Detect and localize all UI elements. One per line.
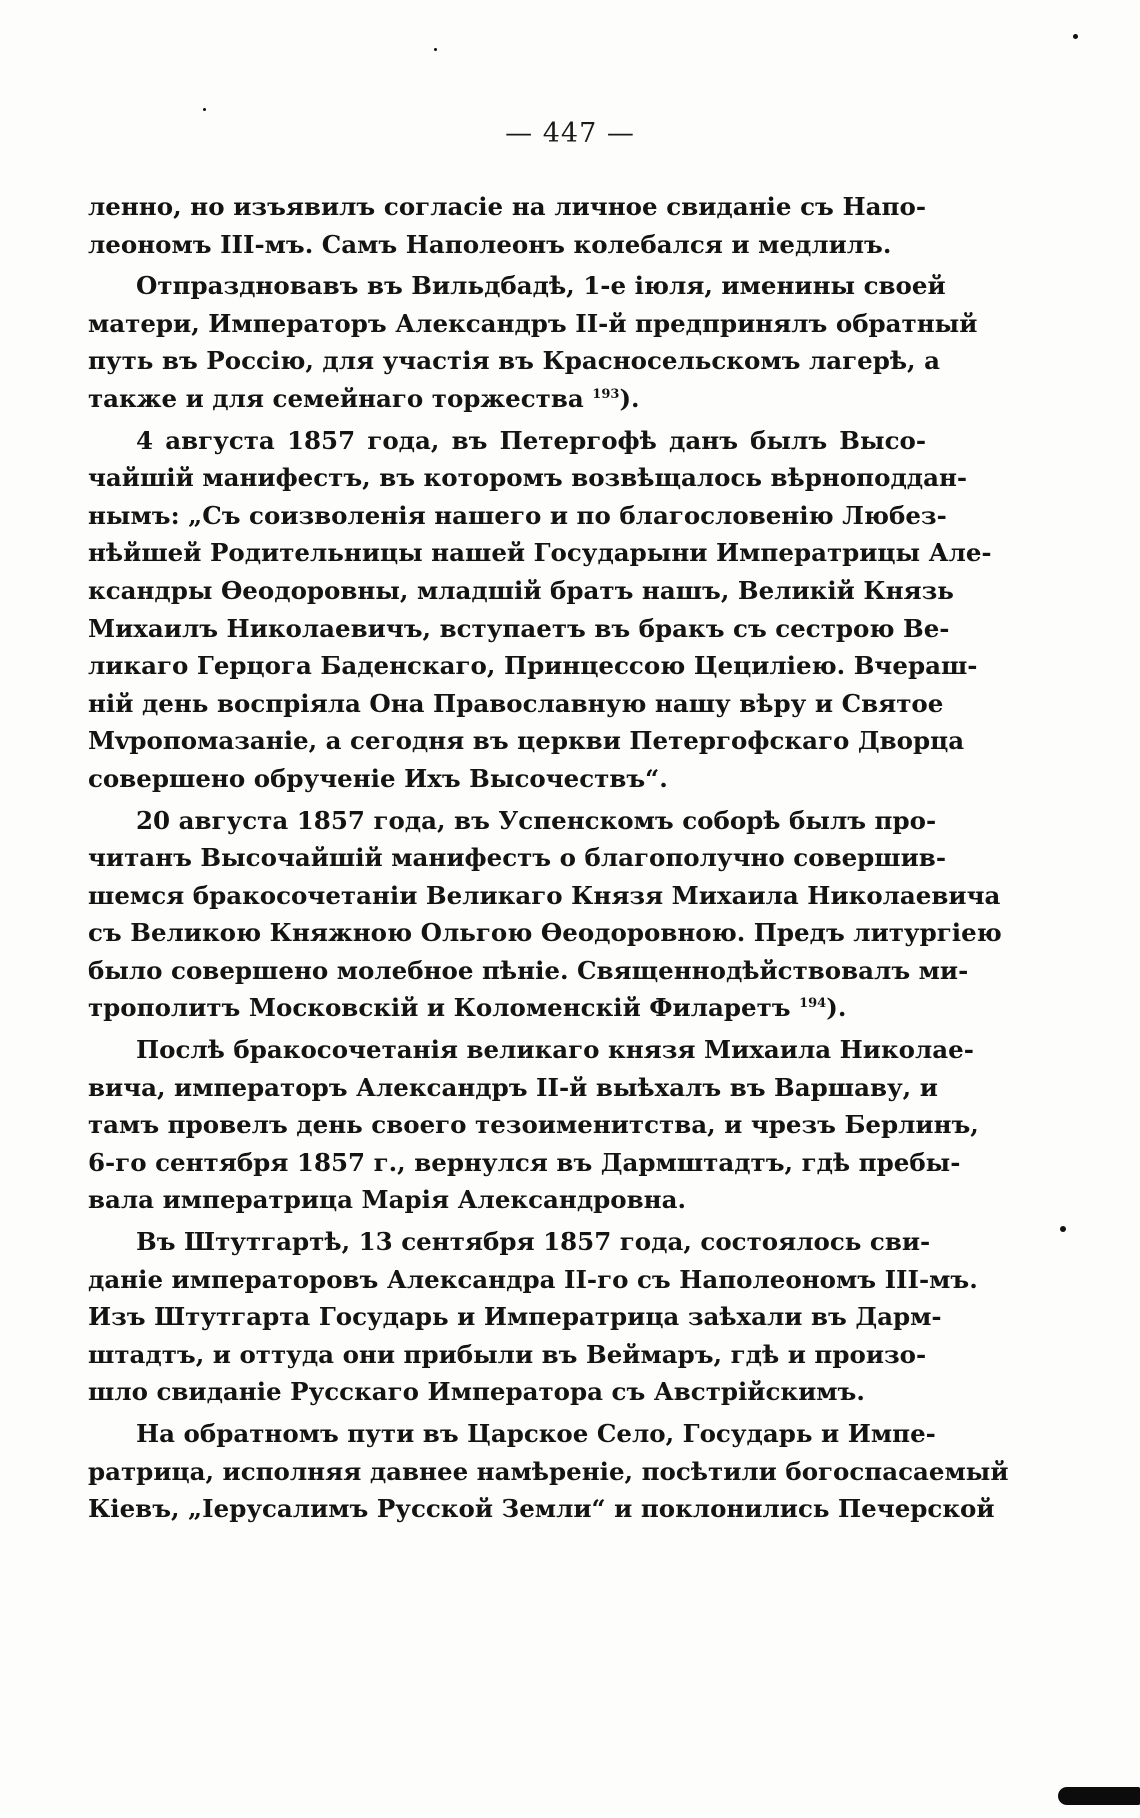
text-line: даніе императоровъ Александра II-го съ Наполеономъ III-мъ. <box>88 1264 978 1294</box>
paragraph <box>88 1223 978 1411</box>
footnote-marker: 194 <box>799 996 827 1012</box>
text-line: ленно, но изъявилъ согласіе на личное свиданіе съ Напо- <box>88 192 926 221</box>
text-line-with-footnote <box>88 380 926 418</box>
text-line: Отпраздновавъ въ Вильдбадѣ, 1-е іюля, именины своей <box>136 271 946 301</box>
text-line: Кіевъ, „Іерусалимъ Русской Земли“ и поклонились Печерской <box>88 1494 995 1524</box>
text-line: тамъ провелъ день своего тезоименитства, и чрезъ Берлинъ, <box>88 1110 979 1140</box>
text-line: ксандры Өеодоровны, младшій братъ нашъ, Великій Князь <box>88 575 954 605</box>
text-line: нѣйшей Родительницы нашей Государыни Императрицы Але- <box>88 538 992 568</box>
text-line: съ Великою Княжною Ольгою Өеодоровною. Предъ литургіею <box>88 918 1002 948</box>
text-line: было совершено молебное пѣніе. Священнодѣйствовалъ ми- <box>88 955 969 985</box>
scan-speck <box>434 48 437 51</box>
text-line: совершено обрученіе Ихъ Высочествъ“. <box>88 763 668 793</box>
text-line: На обратномъ пути въ Царское Село, Государь и Импе- <box>136 1419 936 1448</box>
scan-speck <box>1060 1226 1066 1232</box>
page-number: — 447 — <box>505 118 635 149</box>
text-line: Изъ Штутгарта Государь и Императрица заѣхали въ Дарм- <box>88 1302 942 1332</box>
text-line: ній день воспріяла Она Православную нашу вѣру и Святое <box>88 688 944 718</box>
text-line: вича, императоръ Александръ II-й выѣхалъ въ Варшаву, и <box>88 1072 938 1102</box>
scan-edge-mark <box>1058 1787 1140 1805</box>
scan-speck <box>1073 34 1078 39</box>
text-line: ликаго Герцога Баденскаго, Принцессою Цециліею. Вчераш- <box>88 651 978 681</box>
paragraph <box>88 1031 979 1219</box>
paragraph <box>88 802 1002 1028</box>
text-line: Въ Штутгартѣ, 13 сентября 1857 года, состоялось сви- <box>136 1227 931 1257</box>
text-line: 4 августа 1857 года, въ Петергофѣ данъ былъ Высо- <box>136 425 926 455</box>
text-line: шло свиданіе Русскаго Императора съ Австрійскимъ. <box>88 1377 865 1407</box>
paragraph <box>88 422 992 798</box>
text-line: шемся бракосочетаніи Великаго Князя Михаила Николаевича <box>88 880 1001 910</box>
footnote-closing: ). <box>826 993 847 1023</box>
footnote-closing: ). <box>619 383 640 413</box>
text-line: 20 августа 1857 года, въ Успенскомъ соборѣ былъ про- <box>136 805 937 835</box>
text-line: ратрица, исполняя давнее намѣреніе, посѣтили богоспасаемый <box>88 1456 1009 1486</box>
text-line: леономъ III-мъ. Самъ Наполеонъ колебался и медлилъ. <box>88 229 892 259</box>
paragraph <box>88 188 926 263</box>
text-line: чайшій манифестъ, въ которомъ возвѣщалось вѣрноподдан- <box>88 463 968 493</box>
text-line: путь въ Россію, для участія въ Красносельскомъ лагерѣ, а <box>88 346 940 376</box>
text-line: читанъ Высочайшій манифестъ о благополучно совершив- <box>88 843 947 873</box>
body-text <box>88 188 1009 1528</box>
text-line: вала императрица Марія Александровна. <box>88 1185 687 1215</box>
text-line-with-footnote <box>88 989 926 1027</box>
scan-speck <box>203 108 206 111</box>
text-line: матери, Императоръ Александръ II-й предпринялъ обратный <box>88 308 978 338</box>
text-line-body: трополитъ Московскій и Коломенскій Филаретъ <box>88 993 791 1023</box>
paragraph <box>88 267 978 417</box>
text-line: 6-го сентября 1857 г., вернулся въ Дармштадтъ, гдѣ пребы- <box>88 1147 961 1177</box>
text-line: нымъ: „Съ соизволенія нашего и по благословенію Любез- <box>88 500 947 530</box>
text-line-body: также и для семейнаго торжества <box>88 383 584 413</box>
text-line: Послѣ бракосочетанія великаго князя Михаила Николае- <box>136 1035 974 1065</box>
text-line: штадтъ, и оттуда они прибыли въ Веймаръ, гдѣ и произо- <box>88 1339 927 1369</box>
footnote-marker: 193 <box>592 386 620 402</box>
paragraph <box>88 1415 1009 1528</box>
text-line: Михаилъ Николаевичъ, вступаетъ въ бракъ съ сестрою Ве- <box>88 613 950 643</box>
text-line: Мvропомазаніе, а сегодня въ церкви Петергофскаго Дворца <box>88 726 965 756</box>
